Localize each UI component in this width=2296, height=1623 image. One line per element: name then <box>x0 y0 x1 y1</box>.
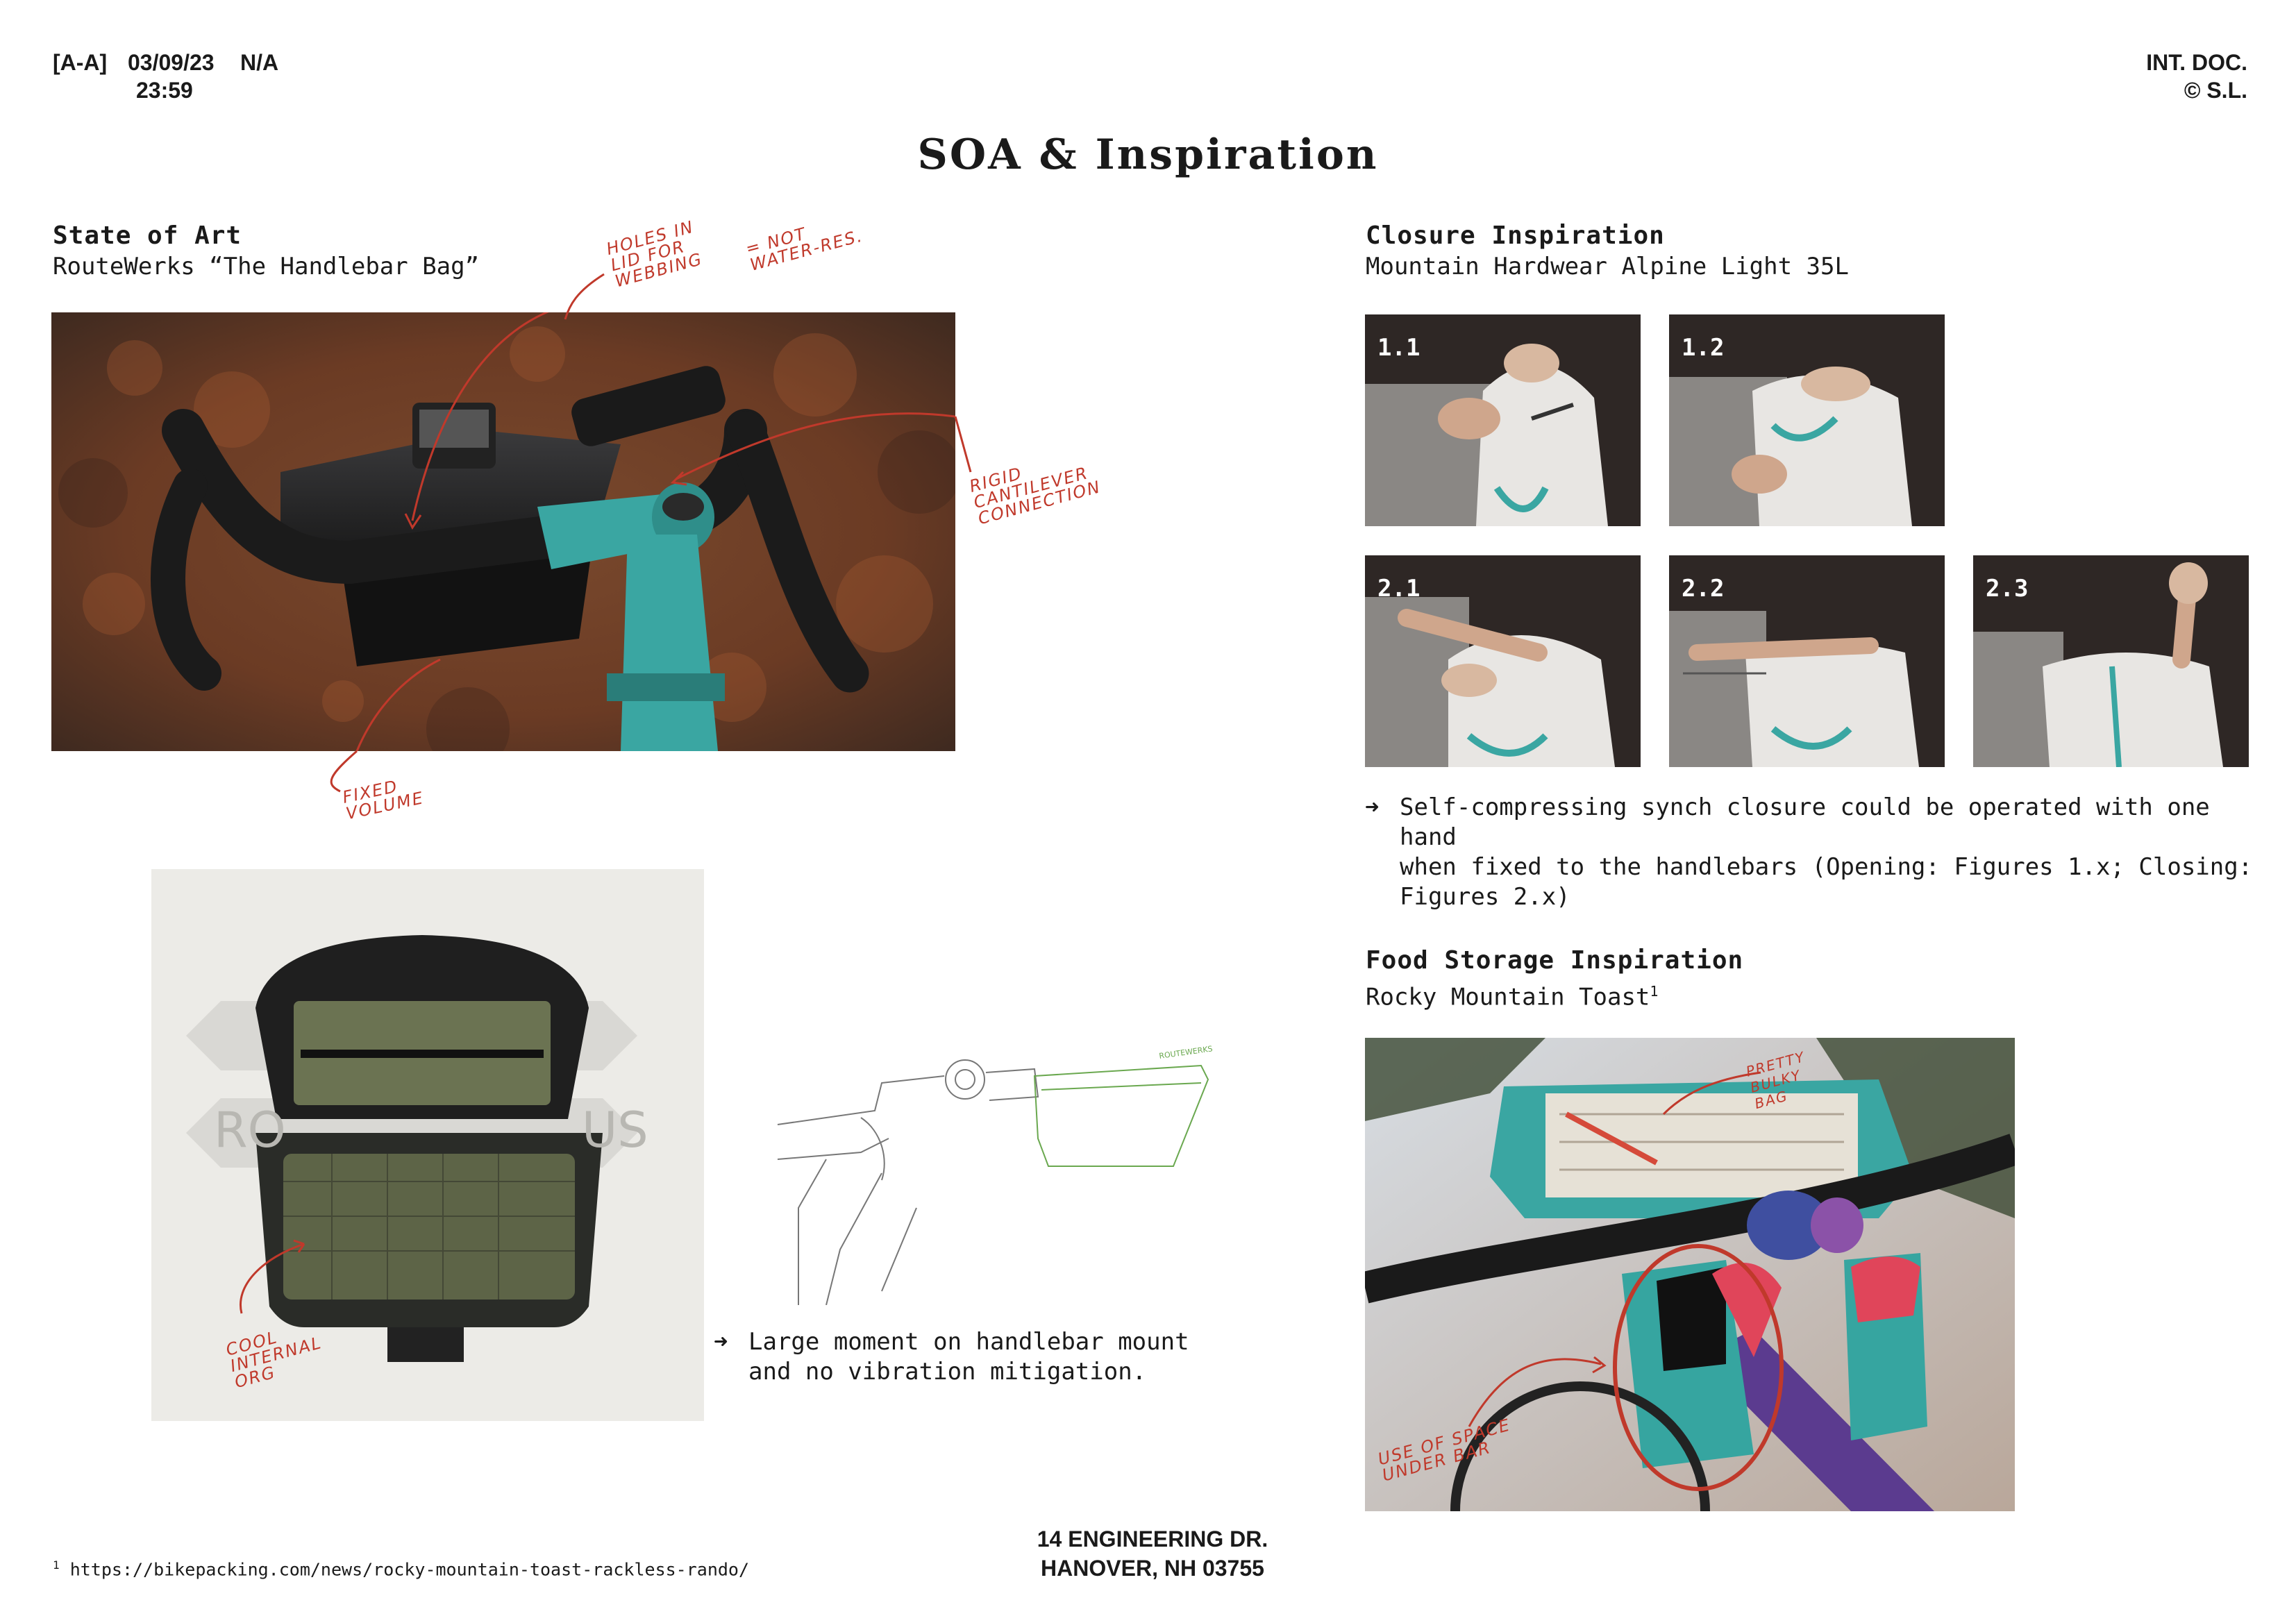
mount-sketch <box>757 1000 1243 1305</box>
annotation-fixed-volume: FIXED VOLUME <box>340 776 426 824</box>
watermark-right: US <box>582 1102 648 1159</box>
figure-label: 2.2 <box>1682 575 1725 603</box>
soa-note <box>714 1327 1241 1390</box>
footer-address <box>944 1524 1361 1583</box>
figure-1-1 <box>1365 314 1641 526</box>
figure-2-1 <box>1365 555 1641 767</box>
doc-date: 03/09/23 <box>128 50 215 75</box>
figure-1-2 <box>1669 314 1945 526</box>
annotation-cool-internal: COOL INTERNAL ORG <box>224 1327 324 1393</box>
figure-label: 1.1 <box>1377 334 1421 362</box>
closure-subheading: Mountain Hardwear Alpine Light 35L <box>1366 253 1849 280</box>
figure-label: 1.2 <box>1682 334 1725 362</box>
food-subheading: Rocky Mountain Toast <box>1366 983 1650 1011</box>
doc-code: [A-A] <box>53 50 108 75</box>
annotation-space-under-bar: USE OF SPACE UNDER BAR <box>1375 1415 1513 1486</box>
annotation-holes: HOLES IN LID FOR WEBBING <box>604 217 705 292</box>
address-line-2: HANOVER, NH 03755 <box>1041 1556 1264 1581</box>
soa-subheading: RouteWerks “The Handlebar Bag” <box>53 253 480 280</box>
closure-heading: Closure Inspiration <box>1366 221 1665 250</box>
food-subheading-wrap <box>1366 976 1658 1012</box>
annotation-bulky-bag: PRETTY BULKY BAG <box>1744 1048 1807 1113</box>
doc-na: N/A <box>240 50 279 75</box>
figure-label: 2.1 <box>1377 575 1421 603</box>
doc-time: 23:59 <box>136 78 193 103</box>
food-heading: Food Storage Inspiration <box>1366 946 1744 975</box>
sketch-brand: ROUTEWERKS <box>1158 1044 1214 1061</box>
annotation-not-water-resistant: = NOT WATER-RES. <box>744 224 865 275</box>
footnote-url[interactable]: https://bikepacking.com/news/rocky-mountain-toast-rackless-rando/ <box>69 1559 750 1580</box>
soa-heading: State of Art <box>53 221 242 250</box>
doc-type: INT. DOC. <box>2146 50 2247 75</box>
figure-2-2 <box>1669 555 1945 767</box>
closure-note <box>1365 793 2254 911</box>
figure-label: 2.3 <box>1986 575 2029 603</box>
watermark-left: RO <box>214 1102 286 1159</box>
figure-2-3 <box>1973 555 2249 767</box>
page-title: SOA & Inspiration <box>917 131 1379 179</box>
footnote-ref: 1 <box>1650 983 1659 1000</box>
doc-copyright: © S.L. <box>2184 78 2247 103</box>
address-line-1: 14 ENGINEERING DR. <box>1037 1527 1268 1551</box>
footnote-mark: 1 <box>53 1558 60 1572</box>
closure-note-text: Self-compressing synch closure could be operated with one hand when fixed to the handlebars (Opening: Figures 1.x; Closing: Figures 2.x) <box>1400 793 2253 911</box>
footnote <box>53 1558 749 1579</box>
arrow-icon: ➜ <box>714 1328 728 1356</box>
annotation-rigid-cantilever: RIGID CANTILEVER CONNECTION <box>967 463 1103 529</box>
soa-note-text: Large moment on handlebar mount and no vibration mitigation. <box>748 1328 1189 1386</box>
arrow-icon: ➜ <box>1365 793 1380 821</box>
